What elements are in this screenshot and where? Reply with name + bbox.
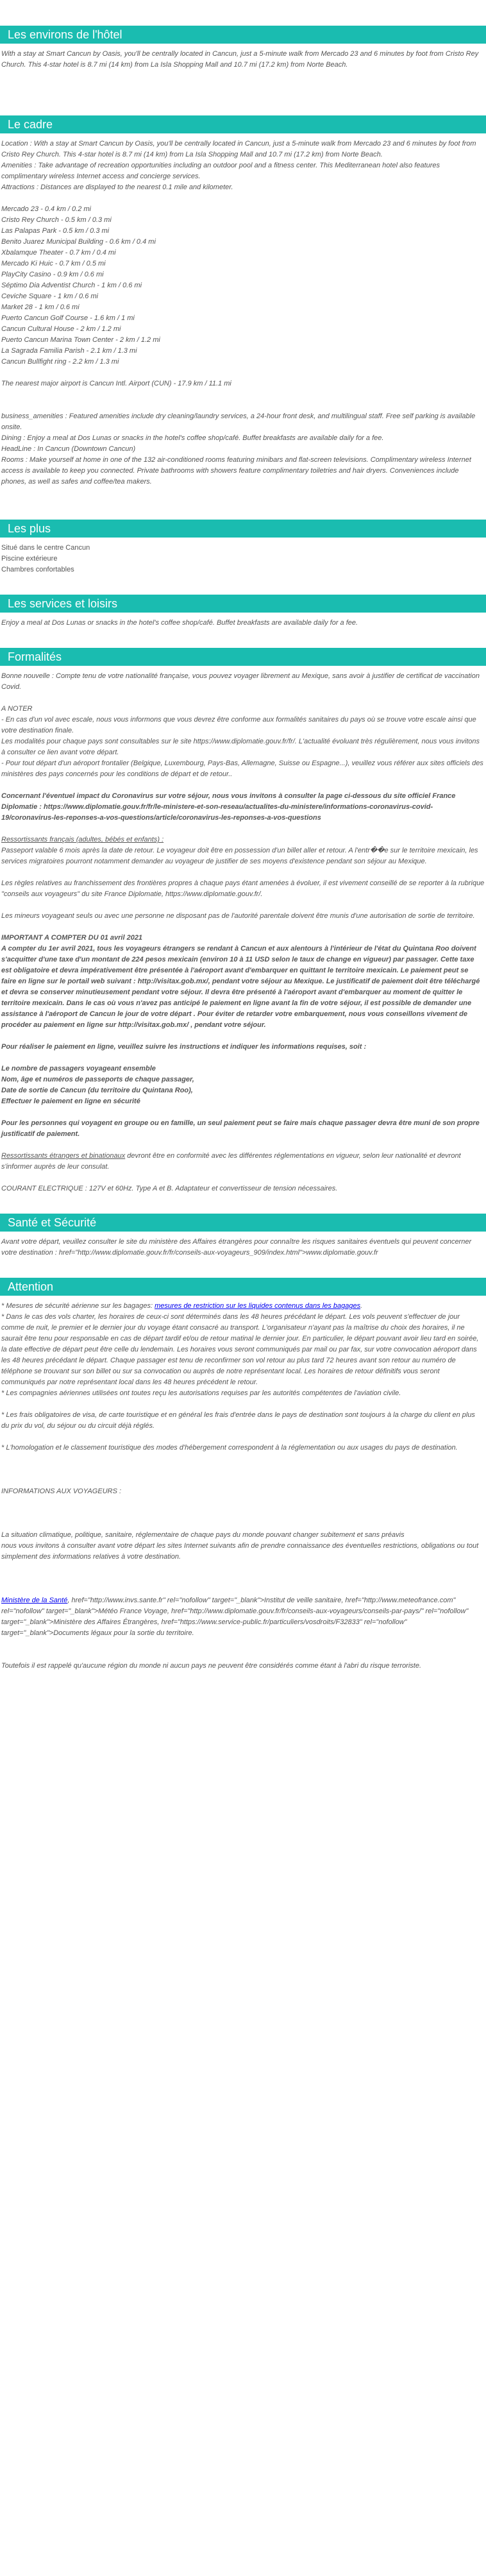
distance-item: Cancun Cultural House - 2 km / 1.2 mi <box>1 325 121 333</box>
anoter-1: - En cas d'un vol avec escale, nous vous informons que vous devrez être conforme aux formalités sanitaires du pays où se trouve votre escale ainsi que votre destination finale. <box>1 716 476 734</box>
distance-item: Séptimo Dia Adventist Church - 1 km / 0.6 mi <box>1 282 142 289</box>
attention-p6: La situation climatique, politique, sanitaire, réglementaire de chaque pays du monde pouvant changer subitement et sans préavis <box>1 1531 405 1539</box>
anoter-3: - Pour tout départ d'un aéroport frontalier (Belgique, Luxembourg, Pays-Bas, Allemagne, Suisse ou Espagne...), veuillez vous référer aux sites officiels des ministères des pays concernés pour les conditions de départ et de retour.. <box>1 759 483 778</box>
pour-realiser-text: Pour réaliser le paiement en ligne, veuillez suivre les instructions et indiquer les informations requises, soit : <box>1 1043 367 1051</box>
cadre-dining: Dining : Enjoy a meal at Dos Lunas or snacks in the hotel's coffee shop/café. Buffet breakfasts are available daily for a fee. <box>1 434 384 442</box>
distance-item: Cancun Bullfight ring - 2.2 km / 1.3 mi <box>1 358 119 366</box>
attention-p1-prefix: * Mesures de sécurité aérienne sur les bagages: <box>1 1302 155 1310</box>
distance-item: Market 28 - 1 km / 0.6 mi <box>1 303 80 311</box>
cadre-attractions: Attractions : Distances are displayed to the nearest 0.1 mile and kilometer. <box>1 183 233 191</box>
info-list-item: Nom, âge et numéros de passeports de chaque passager, <box>1 1076 194 1083</box>
ministere-sante-link[interactable]: Ministère de la Santé <box>1 1597 68 1604</box>
cadre-airport: The nearest major airport is Cancun Intl. Airport (CUN) - 17.9 km / 11.1 mi <box>1 380 231 387</box>
ress-etr-title: Ressortissants étrangers et binationaux <box>1 1152 126 1160</box>
formalites-title: Formalités <box>0 648 486 666</box>
sante-title: Santé et Sécurité <box>0 1214 486 1232</box>
sante-text: Avant votre départ, veuillez consulter le site du ministère des Affaires étrangères pour connaître les risques sanitaires éventuels qui peuvent concerner votre destination : href="http://www.diplomatie.gouv.fr/fr/conseils-aux-voyageurs_909/index.html">www.diplomatie.gouv.fr <box>1 1238 472 1257</box>
distance-item: PlayCity Casino - 0.9 km / 0.6 mi <box>1 271 104 278</box>
environs-title: Les environs de l'hôtel <box>0 26 486 44</box>
info-list-item: Le nombre de passagers voyageant ensemble <box>1 1065 156 1072</box>
anoter-title: A NOTER <box>1 705 33 713</box>
distance-item: Cristo Rey Church - 0.5 km / 0.3 mi <box>1 216 112 224</box>
distance-item: Mercado 23 - 0.4 km / 0.2 mi <box>1 205 91 213</box>
ress-etr-text: devront être en conformité avec les différentes réglementations en vigueur, selon leur nationalité et devront s'informer auprès de leur consulat. <box>1 1152 461 1171</box>
formalites-content <box>0 671 486 1194</box>
attention-p2: * Dans le cas des vols charter, les horaires de ceux-ci sont déterminés dans les 48 heures précédant le départ. Les vols peuvent s'effectuer de jour comme de nuit, le premier et le dernier jour du voyage étant consacré au transport. L'organisateur n'ayant pas la maîtrise du choix des horaires, il ne saurait être tenu pour responsable en cas de départ tardif et/ou de retour matinal le dernier jour. En particulier, le départ pouvant avoir lieu tard en soirée, la date effective de départ peut être celle du lendemain. Les horaires vous seront communiqués par mail ou par fax, sur votre convocation aéroport dans les 48 heures précédant le départ. Chaque passager est tenu de reconfirmer son vol retour au plus tard 72 heures avant son retour au numéro de téléphone se trouvant sur son billet ou sur sa convocation ou auprès de notre représentant local. Les horaires de retour définitifs vous seront communiqués par notre représentant local dans les 48 heures précédent le retour. <box>1 1313 479 1386</box>
distance-item: Xbalamque Theater - 0.7 km / 0.4 mi <box>1 249 116 257</box>
attention-p3: * Les compagnies aériennes utilisées ont toutes reçu les autorisations requises par les autorités compétentes de l'aviation civile. <box>1 1389 401 1397</box>
cadre-headline: HeadLine : In Cancun (Downtown Cancun) <box>1 445 136 453</box>
services-title: Les services et loisirs <box>0 595 486 613</box>
info-list-item: Effectuer le paiement en ligne en sécurité <box>1 1097 140 1105</box>
attention-p8 <box>1 1595 485 1639</box>
distance-item: Benito Juarez Municipal Building - 0.6 km / 0.4 mi <box>1 238 156 246</box>
services-section <box>0 595 486 629</box>
distances-list <box>1 204 485 368</box>
attention-p1-suffix: . <box>360 1302 363 1310</box>
ress-etr-paragraph <box>1 1151 485 1173</box>
cadre-location: Location : With a stay at Smart Cancun by Oasis, you'll be centrally located in Cancun, just a 5-minute walk from Mercado 23 and 6 minutes by foot from Cristo Rey Church. This 4-star hotel is 8.7 mi (14 km) from La Isla Shopping Mall and 10.7 mi (17.2 km) from Norte Beach. <box>1 140 476 158</box>
plus-title: Les plus <box>0 520 486 538</box>
plus-item: Piscine extérieure <box>1 555 58 563</box>
attention-section <box>0 1278 486 1672</box>
attention-p9: Toutefois il est rappelé qu'aucune région du monde ni aucun pays ne peuvent être considérés comme étant à l'abri du risque terroriste. <box>1 1662 422 1670</box>
attention-title: Attention <box>0 1278 486 1296</box>
cadre-business: business_amenities : Featured amenities include dry cleaning/laundry services, a 24-hour front desk, and multilingual staff. Free self parking is available onsite. <box>1 412 476 431</box>
courant-text: COURANT ELECTRIQUE : 127V et 60Hz. Type A et B. Adaptateur et convertisseur de tension nécessaires. <box>1 1185 338 1192</box>
cadre-content <box>0 139 486 487</box>
distance-item: Ceviche Square - 1 km / 0.6 mi <box>1 292 99 300</box>
ress-fr-text: Passeport valable 6 mois après la date de retour. Le voyageur doit être en possession d'un billet aller et retour. A l'entr��e sur le territoire mexicain, les services migratoires pourront notamment demander au voyageur de justifier de ses moyens d'existence pendant son séjour au Mexique. <box>1 847 478 865</box>
cadre-rooms: Rooms : Make yourself at home in one of the 132 air-conditioned rooms featuring minibars and flat-screen televisions. Complimentary wireless Internet access is available to keep you connected. Private bathrooms with showers feature complimentary toiletries and hair dryers. Conveniences include phones, as well as safes and coffee/tea makers. <box>1 456 471 486</box>
services-text: Enjoy a meal at Dos Lunas or snacks in the hotel's coffee shop/café. Buffet breakfasts are available daily for a fee. <box>1 619 358 627</box>
info-voyageurs-title: INFORMATIONS AUX VOYAGEURS : <box>1 1487 122 1495</box>
formalites-section <box>0 648 486 1194</box>
environs-text: With a stay at Smart Cancun by Oasis, you'll be centrally located in Cancun, just a 5-minute walk from Mercado 23 and 6 minutes by foot from Cristo Rey Church. This 4-star hotel is 8.7 mi (14 km) from La Isla Shopping Mall and 10.7 mi (17.2 km) from Norte Beach. <box>1 50 479 69</box>
regles-text: Les règles relatives au franchissement des frontières propres à chaque pays étant amenées à évoluer, il est vivement conseillé de se reporter à la rubrique "conseils aux voyageurs" du site France Diplomatie, https://www.diplomatie.gouv.fr/. <box>1 879 485 898</box>
distance-item: Mercado Ki Huic - 0.7 km / 0.5 mi <box>1 260 106 267</box>
attention-p1 <box>1 1301 485 1312</box>
plus-item: Situé dans le centre Cancun <box>1 544 90 552</box>
distance-item: Las Palapas Park - 0.5 km / 0.3 mi <box>1 227 110 235</box>
attention-p7: nous vous invitons à consulter avant votre départ les sites Internet suivants afin de prendre connaissance des éventuelles restrictions, obligations ou tout simplement des informations relatives à votre destination. <box>1 1542 479 1561</box>
anoter-2: Les modalités pour chaque pays sont consultables sur le site https://www.diplomatie.gouv.fr/fr/. L'actualité évoluant très régulièrement, nous vous invitons à consulter ce lien avant votre départ. <box>1 738 480 756</box>
environs-section <box>0 26 486 71</box>
attention-p5: * L'homologation et le classement touristique des modes d'hébergement correspondent à la réglementation ou aux usages du pays de destination. <box>1 1444 458 1452</box>
attention-p8-text: , href="http://www.invs.sante.fr" rel="nofollow" target="_blank">Institut de veille sanitaire, href="http://www.meteofrance.com" rel="nofollow" target="_blank">Météo France Voyage, href="http://www.diplomatie.gouv.fr/fr/conseils-aux-voyageurs/conseils-par-pays/" rel="nofollow" target="_blank">Ministère des Affaires Étrangères, href="https://www.service-public.fr/particuliers/vosdroits/F32833" rel="nofollow" target="_blank">Documents légaux pour la sortie du territoire. <box>1 1597 469 1637</box>
distance-item: La Sagrada Familia Parish - 2.1 km / 1.3 mi <box>1 347 137 355</box>
sante-section <box>0 1214 486 1258</box>
ress-fr-title: Ressortissants français (adultes, bébés et enfants) : <box>1 836 164 843</box>
cadre-amenities: Amenities : Take advantage of recreation opportunities including an outdoor pool and a fitness center. This Mediterranean hotel also features complimentary wireless Internet access and concierge services. <box>1 162 440 180</box>
attention-p4: * Les frais obligatoires de visa, de carte touristique et en général les frais d'entrée dans le pays de destination sont toujours à la charge du client en plus du prix du vol, du séjour ou du circuit déjà réglés. <box>1 1411 475 1430</box>
formalites-p1: Bonne nouvelle : Compte tenu de votre nationalité française, vous pouvez voyager librement au Mexique, sans avoir à justifier de certificat de vaccination Covid. <box>1 672 480 691</box>
plus-item: Chambres confortables <box>1 566 74 573</box>
liquids-restriction-link[interactable]: mesures de restriction sur les liquides contenus dans les bagages <box>155 1302 361 1310</box>
info-list-item: Date de sortie de Cancun (du territoire du Quintana Roo), <box>1 1087 193 1094</box>
important-text: IMPORTANT A COMPTER DU 01 avril 2021 A compter du 1er avril 2021, tous les voyageurs étrangers se rendant à Cancun et aux alentours à l'intérieur de l'état du Quintana Roo doivent s'acquitter d'une taxe d'un montant de 224 pesos mexicain (environ 10 à 11 USD selon le taux de change en vigueur) par passager. Cette taxe est obligatoire et devra impérativement être présentée à l'aéroport avant d'embarquer en quittant le territoire mexicain. Le paiement peut se faire en ligne sur le portail web suivant : http://visitax.gob.mx/, pendant votre séjour au Mexique. Le justificatif de paiement doit être téléchargé et devra se conserver minutieusement pendant votre séjour. Il devra être présenté à l'aéroport avant d'embarquer au moment de quitter le territoire mexicain. Dans le cas où vous n'avez pas anticipé le paiement en ligne avant la fin de votre séjour, il est possible de demander une assistance à l'aéroport de Cancun le jour de votre départ . Pour éviter de retarder votre embarquement, nous vous conseillons vivement de procéder au paiement en ligne sur http://visitax.gob.mx/ , pendant votre séjour. <box>1 934 480 1029</box>
attention-content <box>0 1301 486 1672</box>
famille-text: Pour les personnes qui voyagent en groupe ou en famille, un seul paiement peut se faire mais chaque passager devra être muni de son propre justificatif de paiement. <box>1 1119 480 1138</box>
cadre-title: Le cadre <box>0 115 486 133</box>
plus-list <box>0 543 486 575</box>
cadre-section <box>0 115 486 487</box>
mineurs-text: Les mineurs voyageant seuls ou avec une personne ne disposant pas de l'autorité parentale doivent être munis d'une autorisation de sortie de territoire. <box>1 912 475 920</box>
distance-item: Puerto Cancun Golf Course - 1.6 km / 1 mi <box>1 314 135 322</box>
coronavirus-notice: Concernant l'éventuel impact du Coronavirus sur votre séjour, nous vous invitons à consulter la page ci-dessous du site officiel France Diplomatie : https://www.diplomatie.gouv.fr/fr/le-ministere-et-son-reseau/actualites-du-ministere/informations-coronavirus-covid-19/coronavirus-les-reponses-a-vos-questions/article/coronavirus-les-reponses-a-vos-questions <box>1 792 456 822</box>
plus-section <box>0 520 486 575</box>
distance-item: Puerto Cancun Marina Town Center - 2 km / 1.2 mi <box>1 336 160 344</box>
